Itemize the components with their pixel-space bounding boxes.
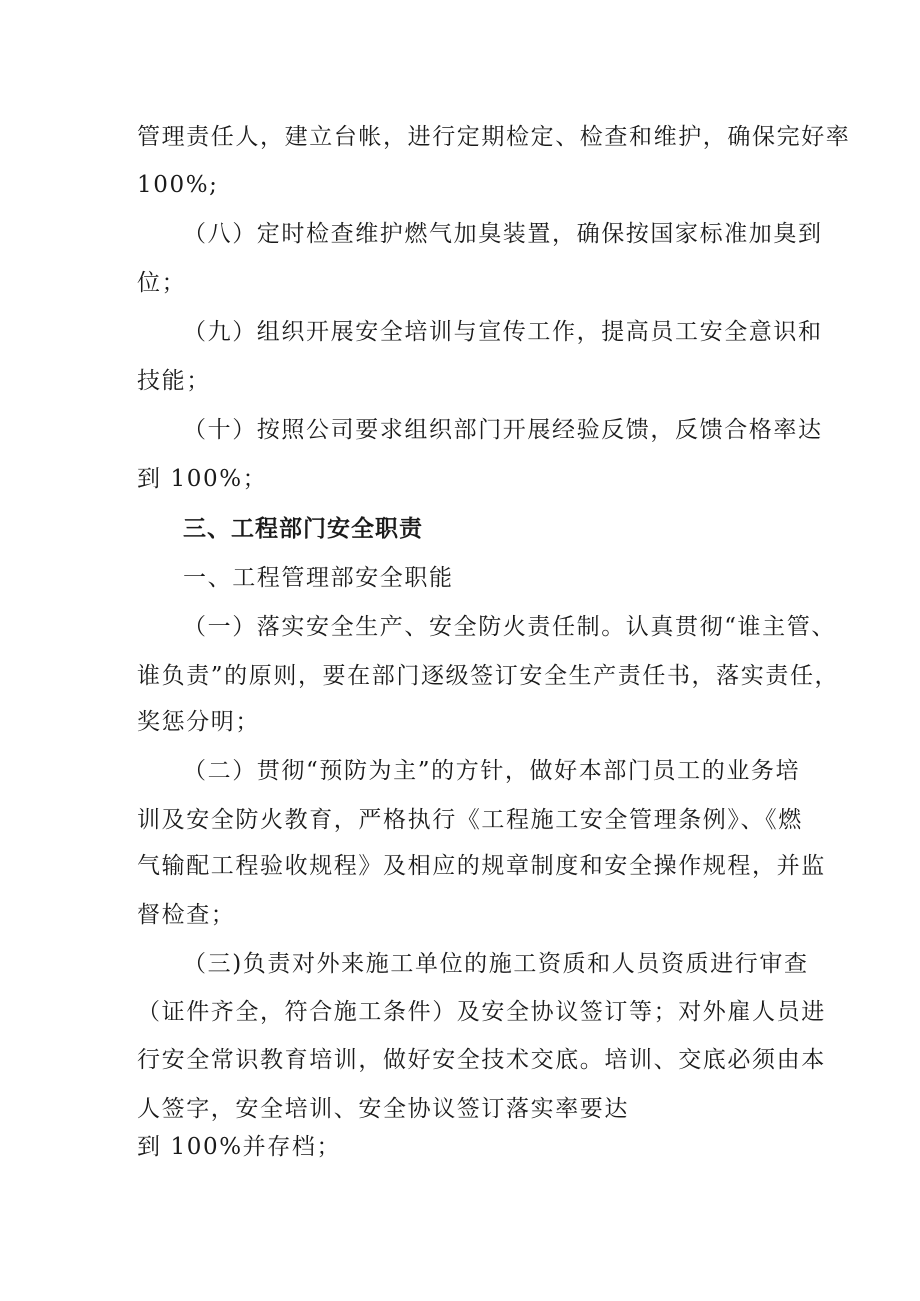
section-heading: 三、工程部门安全职责 [183, 516, 423, 542]
paragraph-line: 到 100%并存档； [137, 1134, 342, 1160]
paragraph-line: （十）按照公司要求组织部门开展经验反馈，反馈合格率达 [183, 417, 823, 443]
paragraph-line: （证件齐全，符合施工条件）及安全协议签订等；对外雇人员进 [137, 999, 826, 1025]
paragraph-line: 督检查； [137, 902, 236, 928]
paragraph-line: 奖惩分明； [137, 709, 260, 735]
paragraph-line: （八）定时检查维护燃气加臭装置，确保按国家标准加臭到 [183, 221, 823, 247]
subsection-heading: 一、工程管理部安全职能 [183, 565, 454, 591]
paragraph-line: 谁负责”的原则，要在部门逐级签订安全生产责任书，落实责任， [137, 663, 840, 689]
paragraph-line: 100%; [137, 172, 219, 198]
paragraph-line: （二）贯彻“预防为主”的方针，做好本部门员工的业务培 [183, 758, 801, 784]
paragraph-line: 技能； [137, 368, 211, 394]
paragraph-line: 到 100%； [137, 466, 268, 492]
paragraph-line: （九）组织开展安全培训与宣传工作，提高员工安全意识和 [183, 319, 823, 345]
paragraph-line: 人签字，安全培训、安全协议签订落实率要达 [137, 1096, 629, 1122]
paragraph-line: （三)负责对外来施工单位的施工资质和人员资质进行审查 [183, 951, 809, 977]
paragraph-line: （一）落实安全生产、安全防火责任制。认真贯彻“谁主管、 [183, 614, 836, 640]
paragraph-line: 训及安全防火教育，严格执行《工程施工安全管理条例》、《燃 [137, 807, 803, 833]
paragraph-line: 气输配工程验收规程》及相应的规章制度和安全操作规程，并监 [137, 853, 826, 879]
paragraph-line: 位； [137, 270, 187, 296]
paragraph-line: 管理责任人，建立台帐，进行定期检定、检查和维护，确保完好率 [137, 124, 851, 150]
paragraph-line: 行安全常识教育培训，做好安全技术交底。培训、交底必须由本 [137, 1047, 826, 1073]
